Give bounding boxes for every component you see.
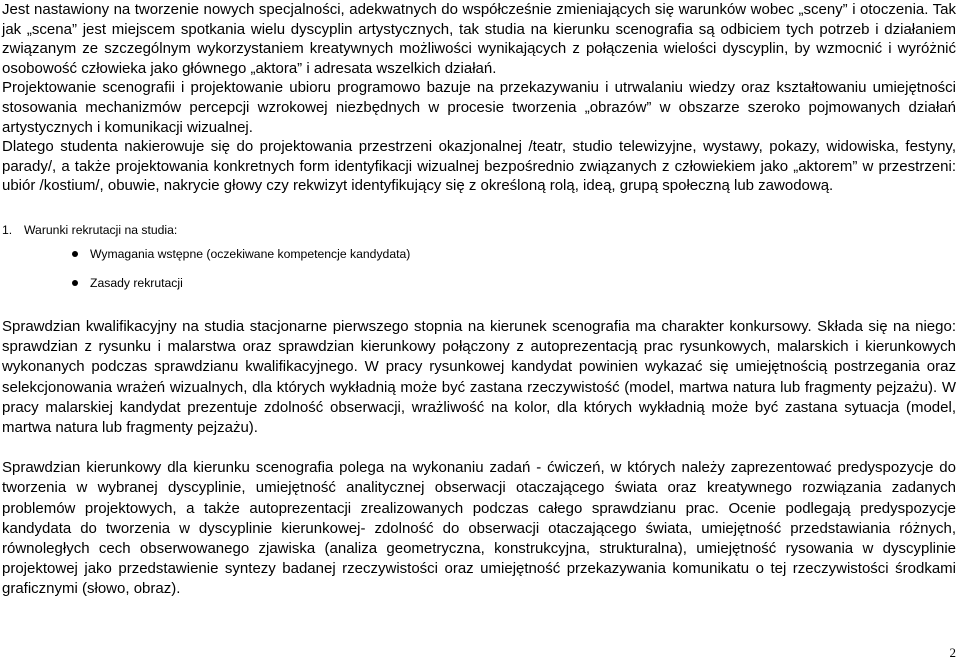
document-page	[2, 0, 956, 600]
list-item-label: Zasady rekrutacji	[90, 275, 183, 290]
bullet-icon	[72, 280, 78, 286]
section-number: 1.	[2, 222, 13, 237]
paragraph-student-direction: Dlatego studenta nakierowuje się do projektowania przestrzeni okazjonalnej /teatr, studio telewizyjne, wystawy, pokazy, widowiska, festyny, parady/, a także projektowania konkretnych form identyfikacji wizualnej bezpośrednio związanych z człowiekiem jako „aktorem” w przestrzeni: ubiór /kostium/, obuwie, nakrycie głowy czy rekwizyt identyfikujący się z określoną rolą, ideą, grupą społeczną lub zawodową.	[2, 138, 956, 195]
paragraph-qualification-exam: Sprawdzian kwalifikacyjny na studia stacjonarne pierwszego stopnia na kierunek scenografia ma charakter konkursowy. Składa się na niego: sprawdzian z rysunku i malarstwa oraz sprawdzian kierunkowy połączony z autoprezentacją prac rysunkowych, malarskich i kierunkowych wykonanych podczas sprawdzianu kwalifikacyjnego. W pracy rysunkowej kandydat powinien wykazać się umiejętnością postrzegania oraz selekcjonowania wrażeń wizualnych, dla których wykładnią może być zastana rzeczywistość (model, martwa natura lub fragmenty pejzażu). W pracy malarskiej kandydat prezentuje zdolność obserwacji, wrażliwość na kolor, dla których wykładnią może być zastana sytuacja (model, martwa natura lub fragmenty pejzażu).	[2, 317, 956, 436]
section-title: Warunki rekrutacji na studia:	[24, 222, 178, 237]
recruitment-sublist	[24, 246, 956, 304]
paragraph-intro: Jest nastawiony na tworzenie nowych specjalności, adekwatnych do współcześnie zmieniających się warunków wobec „sceny” i otoczenia. Tak jak „scena” jest miejscem spotkania wielu dyscyplin artystycznych, tak studia na kierunku scenografia są odbiciem tych potrzeb i działaniem związanym ze szczególnym wykorzystaniem kreatywnych możliwości wynikających z połączenia wielości dyscyplin, by wzmocnić i wyróżnić osobowość człowieka jako głównego „aktora” i adresata wszelkich działań.	[2, 1, 956, 77]
list-item-label: Wymagania wstępne (oczekiwane kompetencje kandydata)	[90, 246, 411, 261]
paragraph-design-program: Projektowanie scenografii i projektowanie ubioru programowo bazuje na przekazywaniu i utrwalaniu wiedzy oraz kształtowaniu umiejętności stosowania mechanizmów percepcji wzrokowej niezbędnych w procesie tworzenia „obrazów” w obszarze szeroko pojmowanych działań artystycznych i komunikacji wizualnej.	[2, 79, 956, 136]
paragraph-directional-exam: Sprawdzian kierunkowy dla kierunku scenografia polega na wykonaniu zadań - ćwiczeń, w których należy zaprezentować predyspozycje do tworzenia w wybranej dyscyplinie, umiejętność analitycznej obserwacji otaczającego świata oraz kreatywnego rozwiązania zadanych problemów projektowych, a także autoprezentacji zrealizowanych podczas całego sprawdzianu prac. Ocenie podlegają predyspozycje kandydata do tworzenia w dyscyplinie kierunkowej- zdolność do obserwacji otaczającego świata, umiejętność przedstawiania różnych, równoległych cech obserwowanego zjawiska (analiza geometryczna, konstrukcyjna, strukturalna), umiejętność rysowania w dyscyplinie projektowej jako przedstawienie syntezy badanej rzeczywistości oraz umiejętność przekazywania komunikatu o tej rzeczywistości środkami graficznymi (słowo, obraz).	[2, 459, 956, 598]
list-item	[24, 275, 956, 304]
bullet-icon	[72, 251, 78, 257]
page-number: 2	[949, 645, 956, 660]
recruitment-section	[2, 222, 956, 304]
list-item	[24, 246, 956, 275]
recruitment-conditions	[2, 222, 956, 304]
